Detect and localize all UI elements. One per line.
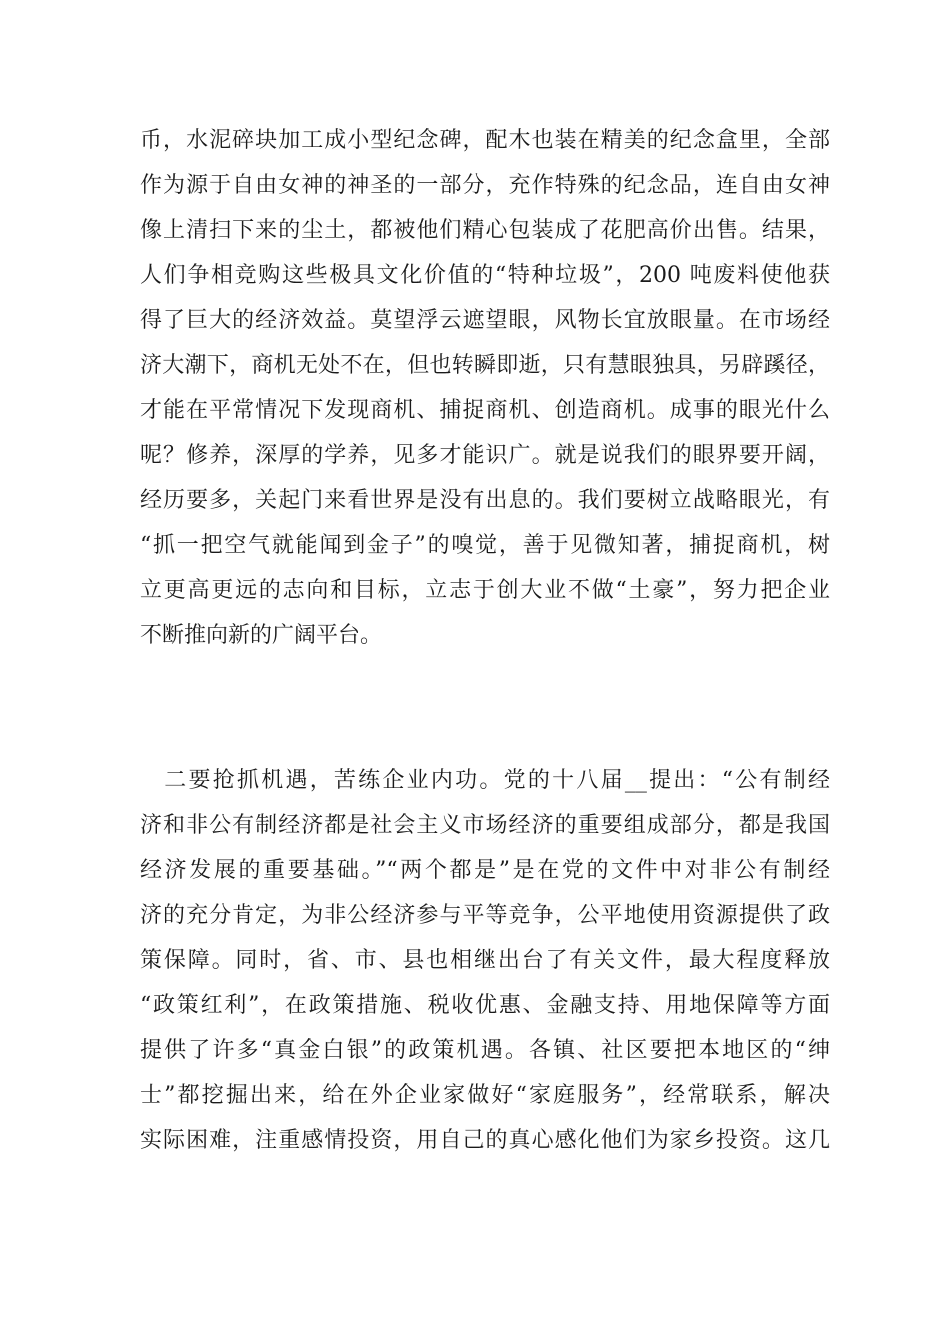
text-line: 人们争相竞购这些极具文化价值的“特种垃圾”，200 吨废料使他获 xyxy=(140,263,830,288)
text-line: 作为源于自由女神的神圣的一部分，充作特殊的纪念品，连自由女神 xyxy=(140,173,830,198)
text-line: 经历要多，关起门来看世界是没有出息的。我们要树立战略眼光，有 xyxy=(140,488,830,513)
text-line: 士”都挖掘出来，给在外企业家做好“家庭服务”，经常联系，解决 xyxy=(140,1083,830,1108)
text-line: 得了巨大的经济效益。莫望浮云遮望眼，风物长宜放眼量。在市场经 xyxy=(140,308,830,333)
text-line: “抓一把空气就能闻到金子”的嗅觉，善于见微知著，捕捉商机，树 xyxy=(140,533,830,558)
paragraph-second-point xyxy=(140,758,830,1163)
paragraph-continuation xyxy=(140,118,830,658)
text-line: 济的充分肯定，为非公经济参与平等竞争，公平地使用资源提供了政 xyxy=(140,903,830,928)
text-line: 提供了许多“真金白银”的政策机遇。各镇、社区要把本地区的“绅 xyxy=(140,1038,830,1063)
text-line: 实际困难，注重感情投资，用自己的真心感化他们为家乡投资。这几 xyxy=(140,1128,830,1153)
text-line: 二要抢抓机遇，苦练企业内功。党的十八届__提出：“公有制经 xyxy=(140,768,830,793)
text-line: 呢？修养，深厚的学养，见多才能识广。就是说我们的眼界要开阔， xyxy=(140,443,830,468)
text-line: 才能在平常情况下发现商机、捕捉商机、创造商机。成事的眼光什么 xyxy=(140,398,830,423)
text-line: 立更高更远的志向和目标，立志于创大业不做“土豪”，努力把企业 xyxy=(140,578,830,603)
text-line: “政策红利”，在政策措施、税收优惠、金融支持、用地保障等方面 xyxy=(140,993,830,1018)
text-line: 不断推向新的广阔平台。 xyxy=(140,623,383,648)
text-line: 策保障。同时，省、市、县也相继出台了有关文件，最大程度释放 xyxy=(140,948,830,973)
text-line: 济和非公有制经济都是社会主义市场经济的重要组成部分，都是我国 xyxy=(140,813,830,838)
text-line: 币，水泥碎块加工成小型纪念碑，配木也装在精美的纪念盒里，全部 xyxy=(140,128,830,153)
text-line: 像上清扫下来的尘土，都被他们精心包装成了花肥高价出售。结果， xyxy=(140,218,830,243)
text-line: 经济发展的重要基础。”“两个都是”是在党的文件中对非公有制经 xyxy=(140,858,830,883)
text-line: 济大潮下，商机无处不在，但也转瞬即逝，只有慧眼独具，另辟蹊径， xyxy=(140,353,830,378)
